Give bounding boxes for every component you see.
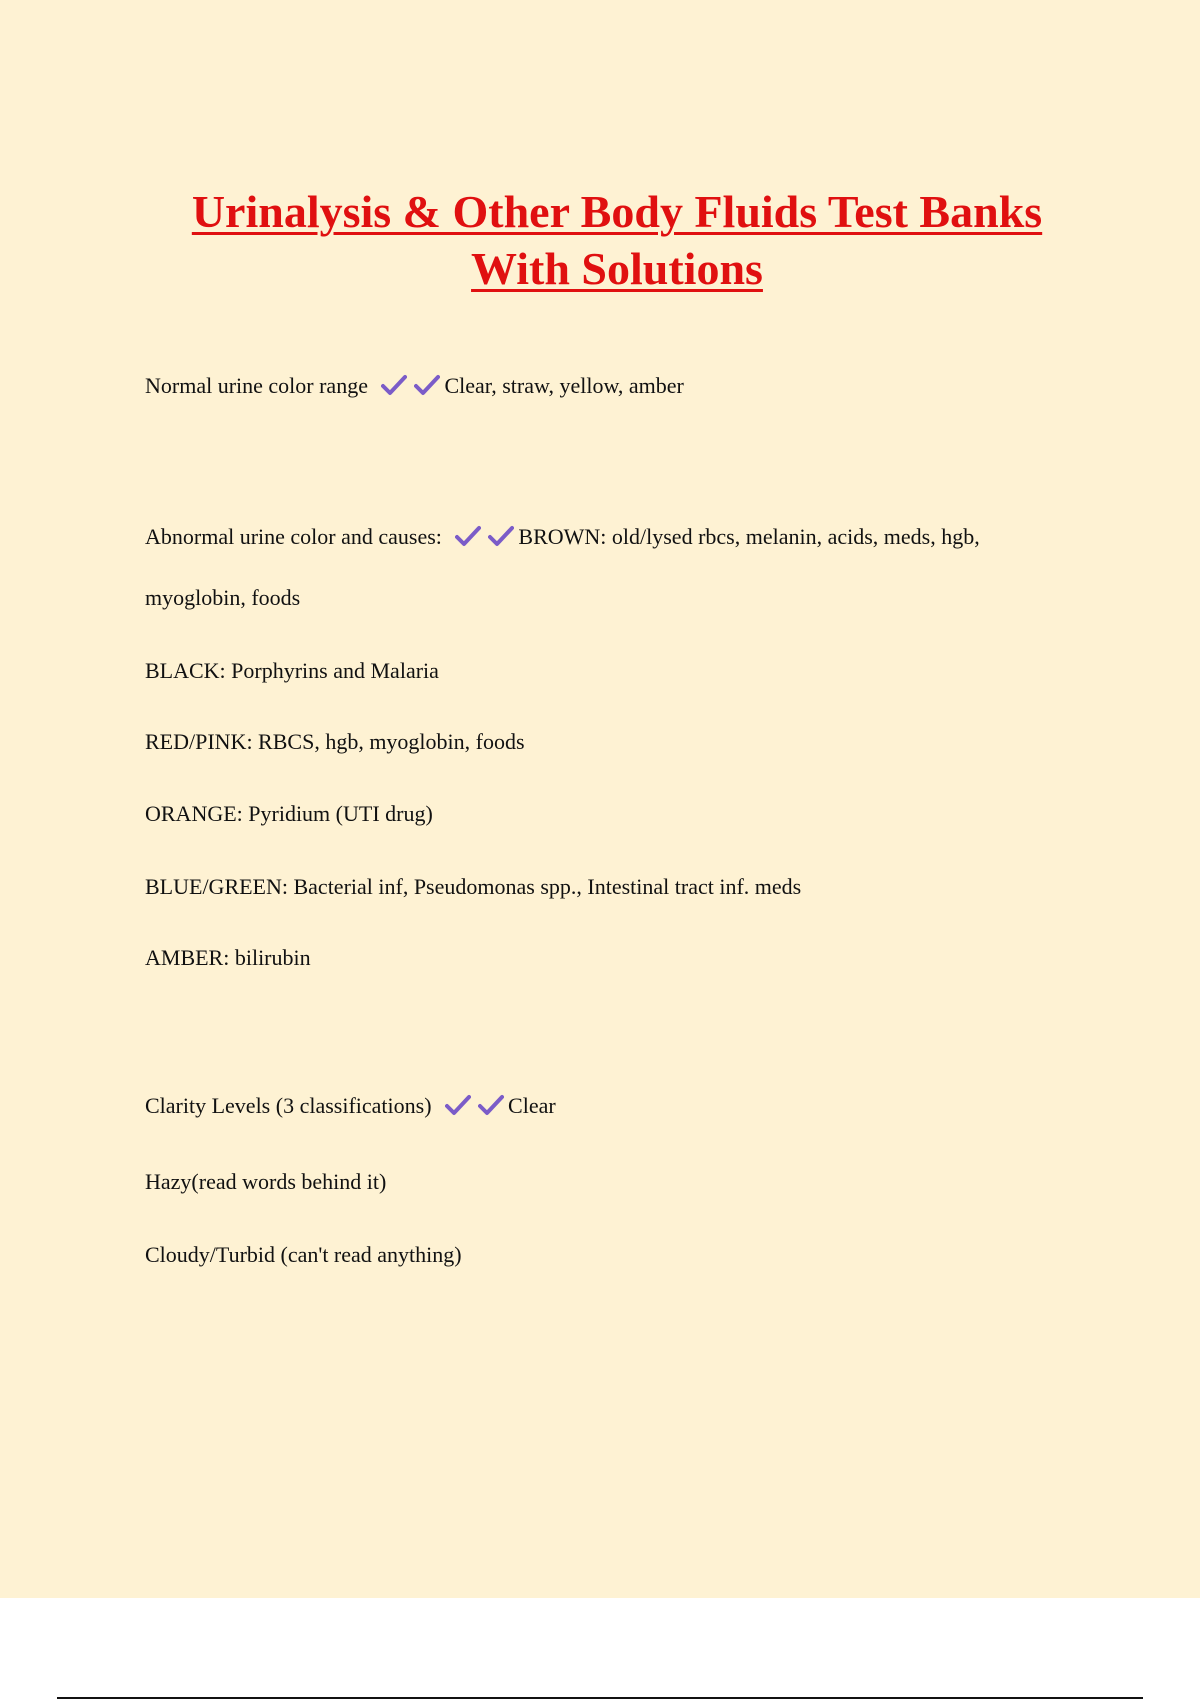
answer-line: ORANGE: Pyridium (UTI drug)	[145, 801, 433, 826]
double-check-icon	[455, 525, 514, 553]
answer-text: Clear	[508, 1093, 556, 1118]
check-icon	[381, 374, 407, 396]
answer-text: Clear, straw, yellow, amber	[444, 373, 684, 398]
question-text: Normal urine color range	[145, 373, 368, 398]
check-icon	[414, 374, 440, 396]
answer-line: BLUE/GREEN: Bacterial inf, Pseudomonas spp., Intestinal tract inf. meds	[145, 874, 802, 899]
title-line-1: Urinalysis & Other Body Fluids Test Banks	[191, 186, 1043, 237]
answer-line: Hazy(read words behind it)	[145, 1169, 387, 1194]
footer-divider	[57, 1697, 1143, 1699]
check-icon	[488, 525, 514, 547]
answer-line: BLACK: Porphyrins and Malaria	[145, 658, 439, 683]
check-icon	[478, 1094, 504, 1116]
question-text: Abnormal urine color and causes:	[145, 524, 442, 549]
answer-text: BROWN: old/lysed rbcs, melanin, acids, meds, hgb,	[518, 524, 980, 549]
answer-continuation: myoglobin, foods	[145, 585, 301, 610]
double-check-icon	[381, 374, 440, 402]
qa-entry-clarity	[145, 1093, 556, 1122]
document-title	[120, 183, 1114, 297]
qa-entry-normal-color	[145, 373, 684, 402]
question-text: Clarity Levels (3 classifications)	[145, 1093, 432, 1118]
answer-line: AMBER: bilirubin	[145, 945, 311, 970]
title-line-2: With Solutions	[471, 243, 763, 294]
check-icon	[455, 525, 481, 547]
qa-entry-abnormal-color	[145, 524, 980, 553]
double-check-icon	[445, 1094, 504, 1122]
answer-line: Cloudy/Turbid (can't read anything)	[145, 1242, 462, 1267]
check-icon	[445, 1094, 471, 1116]
answer-line: RED/PINK: RBCS, hgb, myoglobin, foods	[145, 729, 525, 754]
